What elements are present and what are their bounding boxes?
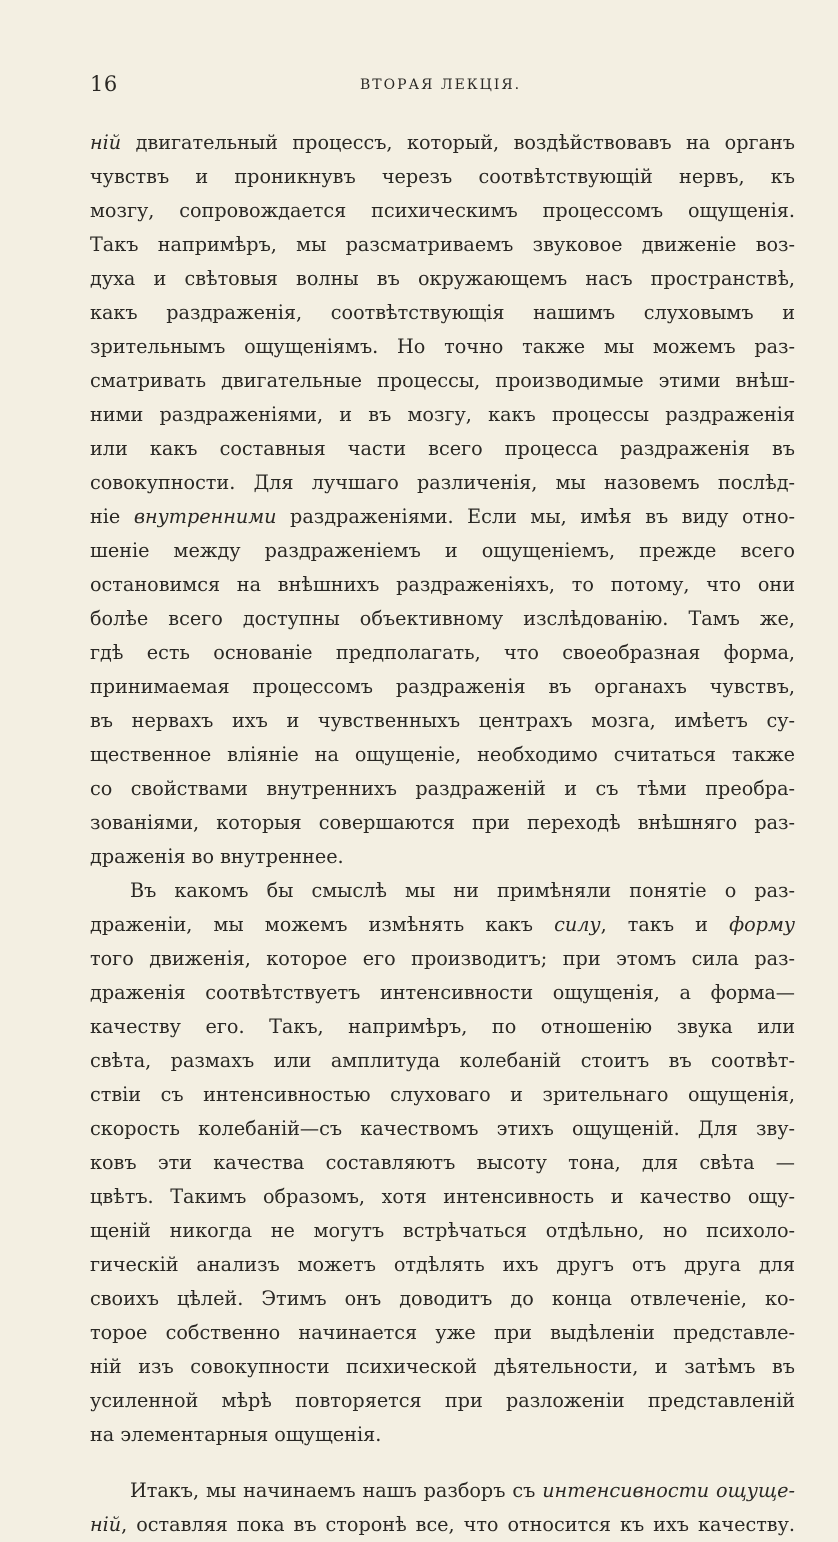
text-line bbox=[90, 568, 795, 602]
text-line bbox=[90, 704, 795, 738]
text-line bbox=[90, 194, 795, 228]
text-line bbox=[90, 1248, 795, 1282]
text-run: того движенія, которое его производитъ; при этомъ сила раз- bbox=[90, 947, 795, 970]
page-number: 16 bbox=[90, 72, 118, 96]
text-run: драженія во внутреннее. bbox=[90, 845, 344, 868]
text-line bbox=[90, 500, 795, 534]
text-line bbox=[90, 432, 795, 466]
text-line bbox=[90, 1044, 795, 1078]
text-line bbox=[90, 1384, 795, 1418]
text-run: гическій анализъ можетъ отдѣлять ихъ другъ отъ друга для bbox=[90, 1253, 795, 1276]
text-run: какъ раздраженія, соотвѣтствующія нашимъ слуховымъ и bbox=[90, 301, 795, 324]
text-line bbox=[90, 1112, 795, 1146]
text-line bbox=[90, 602, 795, 636]
body-text bbox=[90, 126, 795, 1542]
text-line bbox=[90, 1474, 795, 1508]
text-line bbox=[90, 806, 795, 840]
paragraph bbox=[90, 126, 795, 874]
italic-text: ній bbox=[90, 131, 122, 154]
text-line bbox=[90, 1350, 795, 1384]
text-run: духа и свѣтовыя волны въ окружающемъ насъ пространствѣ, bbox=[90, 267, 795, 290]
text-line bbox=[90, 840, 795, 874]
text-line bbox=[90, 466, 795, 500]
text-run: зованіями, которыя совершаются при переходѣ внѣшняго раз- bbox=[90, 811, 795, 834]
text-line bbox=[90, 1180, 795, 1214]
text-run: драженія соотвѣтствуетъ интенсивности ощущенія, а форма— bbox=[90, 981, 795, 1004]
text-line bbox=[90, 1316, 795, 1350]
text-run: Такъ напримѣръ, мы разсматриваемъ звуковое движеніе воз- bbox=[90, 233, 795, 256]
text-run: или какъ составныя части всего процесса раздраженія въ bbox=[90, 437, 795, 460]
text-line bbox=[90, 1146, 795, 1180]
italic-text: внутренними bbox=[133, 505, 277, 528]
text-line bbox=[90, 636, 795, 670]
text-run: усиленной мѣрѣ повторяется при разложеніи представленій bbox=[90, 1389, 795, 1412]
text-line bbox=[90, 398, 795, 432]
text-line bbox=[90, 1078, 795, 1112]
text-line bbox=[90, 1214, 795, 1248]
text-run: мозгу, сопровождается психическимъ процессомъ ощущенія. bbox=[90, 199, 795, 222]
text-run: качеству его. Такъ, напримѣръ, по отношенію звука или bbox=[90, 1015, 795, 1038]
text-line bbox=[90, 772, 795, 806]
text-run: щественное вліяніе на ощущеніе, необходимо считаться также bbox=[90, 743, 795, 766]
text-line bbox=[90, 738, 795, 772]
text-run: ними раздраженіями, и въ мозгу, какъ процессы раздраженія bbox=[90, 403, 795, 426]
text-run: ствіи съ интенсивностью слуховаго и зрительнаго ощущенія, bbox=[90, 1083, 795, 1106]
text-run: въ нервахъ ихъ и чувственныхъ центрахъ мозга, имѣетъ су- bbox=[90, 709, 795, 732]
text-run: сматривать двигательные процессы, производимые этими внѣш- bbox=[90, 369, 795, 392]
text-run: болѣе всего доступны объективному изслѣдованію. Тамъ же, bbox=[90, 607, 795, 630]
text-line bbox=[90, 534, 795, 568]
italic-text: силу bbox=[554, 913, 601, 936]
text-run: принимаемая процессомъ раздраженія въ органахъ чувствъ, bbox=[90, 675, 795, 698]
text-run: Итакъ, мы начинаемъ нашъ разборъ съ bbox=[130, 1479, 543, 1502]
text-run: гдѣ есть основаніе предполагать, что своеобразная форма, bbox=[90, 641, 795, 664]
text-line bbox=[90, 330, 795, 364]
paragraph bbox=[90, 874, 795, 1452]
text-line bbox=[90, 670, 795, 704]
text-run: ковъ эти качества составляютъ высоту тона, для свѣта — bbox=[90, 1151, 795, 1174]
text-run: чувствъ и проникнувъ черезъ соотвѣтствующій нервъ, къ bbox=[90, 165, 795, 188]
italic-text: форму bbox=[729, 913, 795, 936]
text-line bbox=[90, 908, 795, 942]
text-line bbox=[90, 126, 795, 160]
text-run: щеній никогда не могутъ встрѣчаться отдѣльно, но психоло- bbox=[90, 1219, 795, 1242]
text-run: Въ какомъ бы смыслѣ мы ни примѣняли понятіе о раз- bbox=[130, 879, 795, 902]
text-run: на элементарныя ощущенія. bbox=[90, 1423, 382, 1446]
text-run: зрительнымъ ощущеніямъ. Но точно также мы можемъ раз- bbox=[90, 335, 795, 358]
text-run: скорость колебаній—съ качествомъ этихъ ощущеній. Для зву- bbox=[90, 1117, 795, 1140]
text-line bbox=[90, 1508, 795, 1542]
italic-text: интенсивности ощуще- bbox=[542, 1479, 795, 1502]
text-line bbox=[90, 364, 795, 398]
italic-text: ній bbox=[90, 1513, 122, 1536]
text-run: шеніе между раздраженіемъ и ощущеніемъ, прежде всего bbox=[90, 539, 795, 562]
text-run: , такъ и bbox=[600, 913, 730, 936]
text-line bbox=[90, 874, 795, 908]
text-run: двигательный процессъ, который, воздѣйствовавъ на органъ bbox=[121, 131, 795, 154]
text-run: со свойствами внутреннихъ раздраженій и съ тѣми преобра- bbox=[90, 777, 795, 800]
text-line bbox=[90, 976, 795, 1010]
text-run: , оставляя пока въ сторонѣ все, что относится къ ихъ качеству. bbox=[121, 1513, 795, 1536]
text-line bbox=[90, 1282, 795, 1316]
text-run: остановимся на внѣшнихъ раздраженіяхъ, то потому, что они bbox=[90, 573, 795, 596]
text-run: цвѣтъ. Такимъ образомъ, хотя интенсивность и качество ощу- bbox=[90, 1185, 795, 1208]
text-line bbox=[90, 942, 795, 976]
text-run: раздраженіями. Если мы, имѣя въ виду отно- bbox=[276, 505, 795, 528]
page-header bbox=[90, 72, 795, 100]
text-run: совокупности. Для лучшаго различенія, мы назовемъ послѣд- bbox=[90, 471, 795, 494]
text-line bbox=[90, 1418, 795, 1452]
text-run: драженіи, мы можемъ измѣнять какъ bbox=[90, 913, 555, 936]
text-line bbox=[90, 262, 795, 296]
text-line bbox=[90, 1010, 795, 1044]
text-line bbox=[90, 228, 795, 262]
text-run: торое собственно начинается уже при выдѣленіи представле- bbox=[90, 1321, 795, 1344]
text-run: ніе bbox=[90, 505, 134, 528]
text-run: своихъ цѣлей. Этимъ онъ доводитъ до конца отвлеченіе, ко- bbox=[90, 1287, 795, 1310]
paragraph bbox=[90, 1474, 795, 1542]
text-run: свѣта, размахъ или амплитуда колебаній стоитъ въ соотвѣт- bbox=[90, 1049, 795, 1072]
text-line bbox=[90, 296, 795, 330]
text-run: ній изъ совокупности психической дѣятельности, и затѣмъ въ bbox=[90, 1355, 795, 1378]
text-line bbox=[90, 160, 795, 194]
running-title: ВТОРАЯ ЛЕКЦІЯ. bbox=[360, 77, 522, 93]
